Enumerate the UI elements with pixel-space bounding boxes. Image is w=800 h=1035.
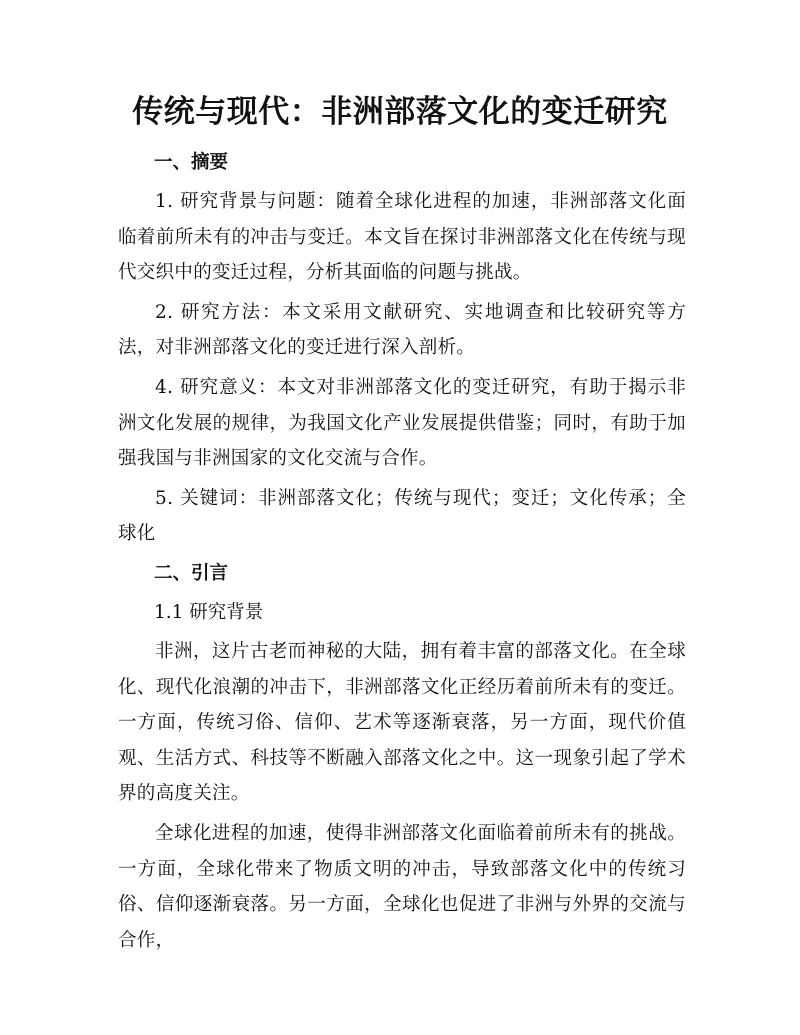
abstract-item-significance: 4. 研究意义：本文对非洲部落文化的变迁研究，有助于揭示非洲文化发展的规律，为我国文化产业发展提供借鉴；同时，有助于加强我国与非洲国家的文化交流与合作。 [118,376,686,470]
intro-heading: 二、引言 [154,562,229,584]
abstract-item-method: 2. 研究方法：本文采用文献研究、实地调查和比较研究等方法，对非洲部落文化的变迁进行深入剖析。 [118,301,686,359]
abstract-heading: 一、摘要 [154,152,229,173]
intro-subheading: 1.1 研究背景 [154,601,264,623]
abstract-item-background: 1. 研究背景与问题：随着全球化进程的加速，非洲部落文化面临着前所未有的冲击与变迁。本文旨在探讨非洲部落文化在传统与现代交织中的变迁过程，分析其面临的问题与挑战。 [118,191,686,284]
intro-paragraph: 非洲，这片古老而神秘的大陆，拥有着丰富的部落文化。在全球化、现代化浪潮的冲击下，非洲部落文化正经历着前所未有的变迁。一方面，传统习俗、信仰、艺术等逐渐衰落，另一方面，现代价值观、生活方式、科技等不断融入部落文化之中。这一现象引起了学术界的高度关注。 [118,640,686,805]
document-title: 传统与现代：非洲部落文化的变迁研究 [132,94,668,130]
document-body [118,145,686,958]
abstract-item-keywords: 5. 关键词：非洲部落文化；传统与现代；变迁；文化传承；全球化 [118,487,686,545]
intro-paragraph: 全球化进程的加速，使得非洲部落文化面临着前所未有的挑战。一方面，全球化带来了物质文明的冲击，导致部落文化中的传统习俗、信仰逐渐衰落。另一方面，全球化也促进了非洲与外界的交流与合作， [118,822,686,951]
